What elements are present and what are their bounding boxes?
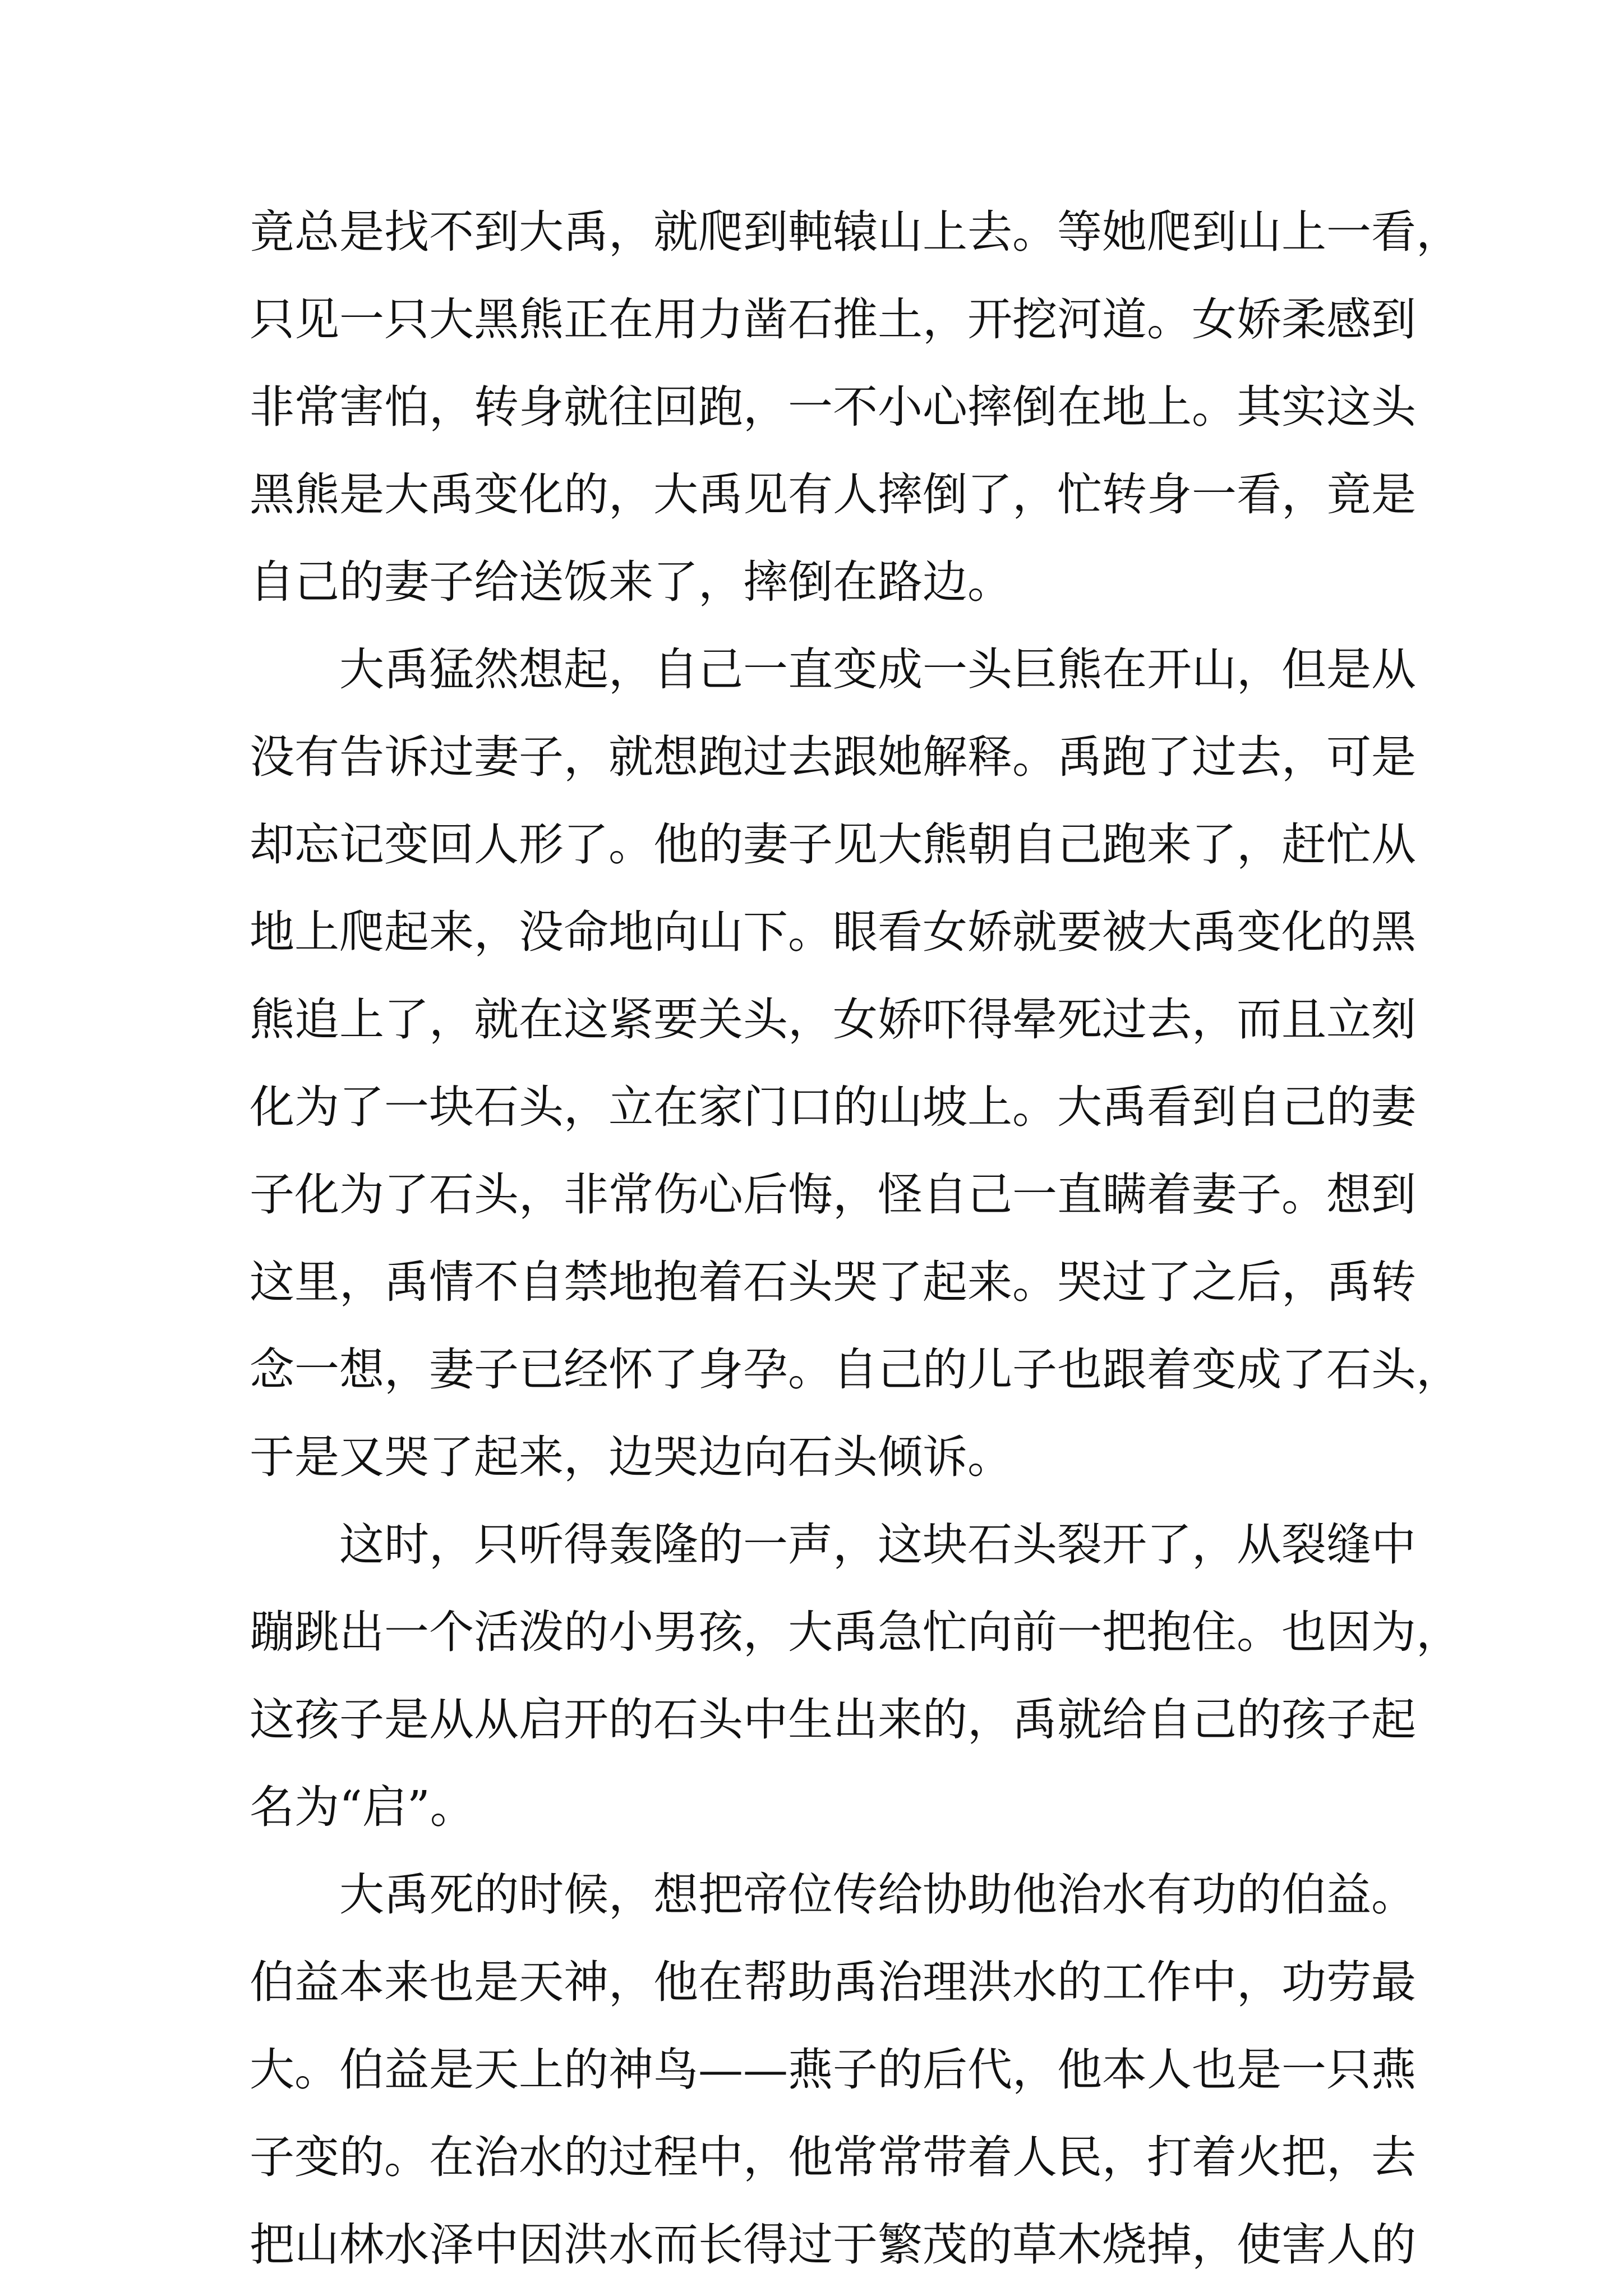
- text-line: 只见一只大黑熊正在用力凿石推土，开挖河道。女娇柔感到: [250, 293, 1416, 346]
- text-line: 竟总是找不到大禹，就爬到軘辕山上去。等她爬到山上一看，: [250, 206, 1461, 258]
- text-line: 地上爬起来，没命地向山下。眼看女娇就要被大禹变化的黑: [250, 906, 1416, 958]
- text-line: 念一想，妻子已经怀了身孕。自己的儿子也跟着变成了石头，: [250, 1343, 1461, 1396]
- text-line: 子变的。在治水的过程中，他常常带着人民，打着火把，去: [250, 2131, 1416, 2183]
- text-line: 却忘记变回人形了。他的妻子见大熊朝自己跑来了，赶忙从: [250, 818, 1416, 871]
- text-line: 化为了一块石头，立在家门口的山坡上。大禹看到自己的妻: [250, 1081, 1416, 1133]
- text-line: 蹦跳出一个活泼的小男孩，大禹急忙向前一把抱住。也因为，: [250, 1606, 1461, 1658]
- text-line: 黑熊是大禹变化的，大禹见有人摔倒了，忙转身一看，竟是: [250, 468, 1416, 521]
- paragraph-1: [250, 188, 1461, 626]
- text-line: 非常害怕，转身就往回跑，一不小心摔倒在地上。其实这头: [250, 381, 1416, 433]
- text-line: 大禹猛然想起，自己一直变成一头巨熊在开山，但是从: [250, 643, 1416, 696]
- text-line: 伯益本来也是天神，他在帮助禹治理洪水的工作中，功劳最: [250, 1956, 1416, 2008]
- paragraph-4: [250, 1851, 1416, 2289]
- text-line: 自己的妻子给送饭来了，摔倒在路边。: [250, 556, 1012, 608]
- text-line: 把山林水泽中因洪水而长得过于繁茂的草木烧掉，使害人的: [250, 2219, 1416, 2271]
- text-line: 大禹死的时候，想把帝位传给协助他治水有功的伯益。: [250, 1869, 1416, 1921]
- text-line: 熊追上了，就在这紧要关头，女娇吓得晕死过去，而且立刻: [250, 993, 1416, 1046]
- text-line: 没有告诉过妻子，就想跑过去跟她解释。禹跑了过去，可是: [250, 731, 1416, 783]
- text-line: 这时，只听得轰隆的一声，这块石头裂开了，从裂缝中: [250, 1519, 1416, 1571]
- text-line: 子化为了石头，非常伤心后悔，怪自己一直瞒着妻子。想到: [250, 1168, 1416, 1221]
- paragraph-2: [250, 626, 1461, 1501]
- text-line: 这里，禹情不自禁地抱着石头哭了起来。哭过了之后，禹转: [250, 1256, 1416, 1308]
- body-text: [250, 188, 1461, 2289]
- paragraph-3: [250, 1501, 1461, 1851]
- text-line: 名为“启”。: [250, 1781, 475, 1833]
- text-line: 大。伯益是天上的神鸟——燕子的后代，他本人也是一只燕: [250, 2044, 1416, 2096]
- text-line: 这孩子是从从启开的石头中生出来的，禹就给自己的孩子起: [250, 1694, 1416, 1746]
- text-line: 于是又哭了起来，边哭边向石头倾诉。: [250, 1431, 1012, 1483]
